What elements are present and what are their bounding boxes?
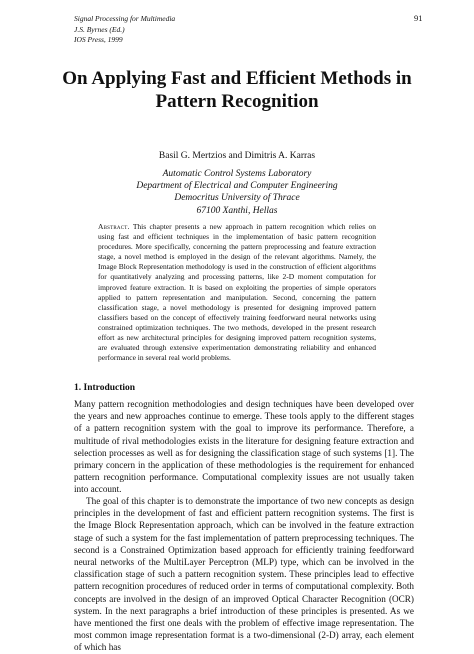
affiliation-university: Democritus University of Thrace (174, 193, 300, 204)
paper-title (40, 67, 434, 113)
title-line-1: On Applying Fast and Efficient Methods in (62, 68, 412, 89)
section-heading-introduction: 1. Introduction (74, 383, 136, 393)
page-number: 91 (414, 13, 423, 23)
header-publisher: IOS Press, 1999 (74, 35, 123, 44)
affiliation-department: Department of Electrical and Computer Engineering (136, 181, 338, 192)
body-paragraph-1 (74, 398, 414, 496)
affiliation-address: 67100 Xanthi, Hellas (196, 205, 278, 216)
title-line-2: Pattern Recognition (155, 91, 319, 112)
header-editor: J.S. Byrnes (Ed.) (74, 24, 125, 34)
paragraph-text: Many pattern recognition methodologies and design techniques have been developed over the years and new approaches continue to emerge. These tools apply to the different stages of a pattern recognition system with the goal to improve its performance. Therefore, a multitude of rival methodologies exists in the literature for designing feature extraction and selection processes as well as for designing the classification stage of such systems [1]. The primary concern in the application of these methodologies is the requirement for enhanced pattern recognition performance. Computational complexity issues are not usually taken into account. (74, 399, 414, 495)
abstract-label: Abstract. (98, 222, 130, 231)
running-header (74, 14, 175, 46)
body-paragraph-2 (74, 495, 414, 654)
abstract (98, 222, 376, 363)
abstract-text: This chapter presents a new approach in pattern recognition which relies on using fast and efficient techniques in the implementation of basic pattern recognition procedures. More specifically, concerning the pattern preprocessing and feature extraction stage, a novel method is employed in the design of the relevant algorithms. Namely, the Image Block Representation methodology is used in the construction of efficient algorithms for quantitatively analyzing and processing patterns, like 2-D moment computation for improved feature extraction. It is based on exploiting the properties of simple operators applied to pattern representation and manipulation. Second, concerning the pattern classification stage, a novel methodology is presented for designing improved pattern classifiers based on the concept of effectively training feedforward neural networks using constrained optimization techniques. The two methods, developed in the present research effort as new architectural principles for designing improved pattern recognition systems, are evaluated through extensive experimentation demonstrating reliability and enhanced performance in several real world problems. (98, 222, 376, 363)
paragraph-text: The goal of this chapter is to demonstrate the importance of two new concepts as design principles in the development of fast and efficient pattern recognition systems. The first is the Image Block Representation approach, which can be involved in the feature extraction stage of such a system for the fast implementation of pattern preprocessing techniques. The second is a Constrained Optimization based approach for efficiently training feedforward neural networks of the MultiLayer Perceptron (MLP) type, which can be involved in the classification stage of such a pattern recognition system. These principles lead to effective pattern recognition procedures of reduced order in terms of computational complexity. Both concepts are involved in the design of an improved Optical Character Recognition (OCR) system. In the next paragraphs a brief introduction of these principles is presented. As we have mentioned the first one deals with the problem of effective image representation. The most common image representation format is a two-dimensional (2-D) array, each element of which has (74, 496, 414, 653)
affiliation-lab: Automatic Control Systems Laboratory (162, 169, 312, 179)
header-series: Signal Processing for Multimedia (74, 14, 176, 23)
affiliation (40, 168, 434, 217)
authors: Basil G. Mertzios and Dimitris A. Karras (158, 151, 316, 161)
